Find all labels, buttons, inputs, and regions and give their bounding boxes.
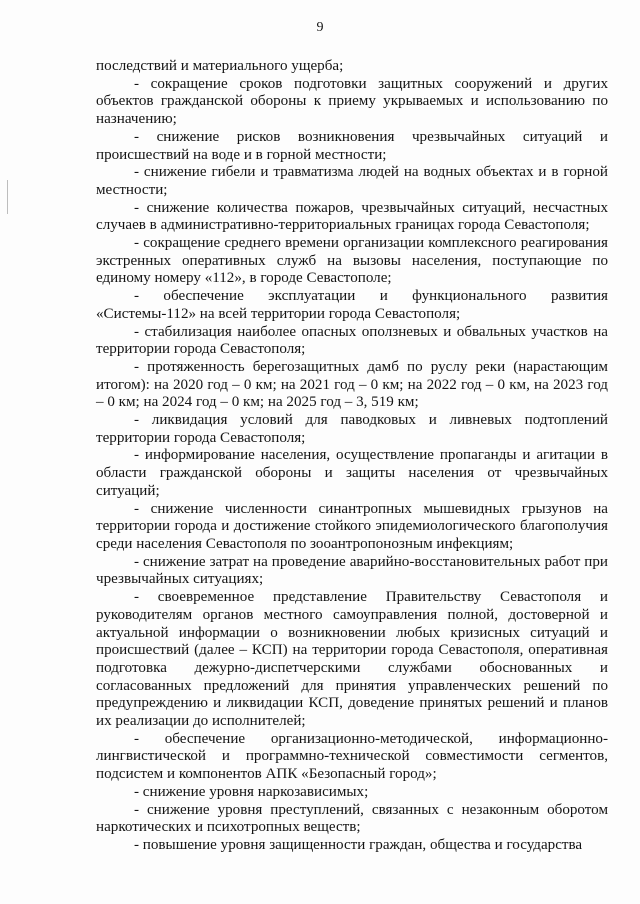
list-item-paragraph: - повышение уровня защищенности граждан, общества и государства bbox=[134, 836, 583, 853]
document-body bbox=[96, 58, 608, 855]
list-item-paragraph: - протяженность берегозащитных дамб по руслу реки (нарастающим итогом): на 2020 год – 0 км; на 2021 год – 0 км; на 2022 год – 0 км, на 2023 год – 0 км; на 2024 год – 0 км; на 2025 год – 3, 519 км; bbox=[96, 358, 608, 411]
list-item-paragraph: - сокращение среднего времени организации комплексного реагирования экстренных оперативных служб на вызовы населения, поступающие по единому номеру «112», в городе Севастополе; bbox=[96, 235, 608, 287]
list-item-paragraph: - снижение уровня наркозависимых; bbox=[134, 783, 369, 800]
list-item-paragraph: - снижение рисков возникновения чрезвычайных ситуаций и происшествий на воде и в горной местности; bbox=[96, 128, 608, 163]
list-item-paragraph: - стабилизация наиболее опасных оползневых и обвальных участков на территории города Севастополя; bbox=[96, 323, 608, 358]
list-item-paragraph: - обеспечение организационно-методической, информационно-лингвистической и программно-технической совместимости сегментов, подсистем и компонентов АПК «Безопасный город»; bbox=[96, 730, 608, 783]
list-item-paragraph: - сокращение сроков подготовки защитных сооружений и других объектов гражданской обороны к приему укрываемых и использованию по назначению; bbox=[96, 75, 608, 128]
list-item-paragraph: - ликвидация условий для паводковых и ливневых подтоплений территории города Севастополя; bbox=[96, 412, 608, 446]
list-item-paragraph: - обеспечение эксплуатации и функционального развития «Системы-112» на всей территории города Севастополя; bbox=[96, 288, 608, 322]
list-item-paragraph: - информирование населения, осуществление пропаганды и агитации в области гражданской обороны и защиты населения от чрезвычайных ситуаций; bbox=[96, 447, 608, 499]
margin-scan-mark bbox=[7, 180, 8, 214]
page-number: 9 bbox=[316, 20, 324, 35]
list-item-paragraph: - своевременное представление Правительству Севастополя и руководителям органов местного самоуправления полной, достоверной и актуальной информации о возникновении любых кризисных ситуаций и происшествий (далее – КСП) на территории города Севастополя, оперативная подготовка дежурно-диспетчерскими службами обоснованных и согласованных предложений для принятия управленческих решений по предупреждению и ликвидации КСП, доведение принятых решений и планов их реализации до исполнителей; bbox=[96, 589, 608, 730]
paragraph-continuation: последствий и материального ущерба; bbox=[96, 58, 344, 74]
list-item-paragraph: - снижение количества пожаров, чрезвычайных ситуаций, несчастных случаев в административно-территориальных границах города Севастополя; bbox=[96, 199, 608, 234]
list-item-paragraph: - снижение гибели и травматизма людей на водных объектах и в горной местности; bbox=[96, 164, 608, 198]
list-item-paragraph: - снижение затрат на проведение аварийно-восстановительных работ при чрезвычайных ситуациях; bbox=[96, 553, 608, 588]
list-item-paragraph: - снижение численности синантропных мышевидных грызунов на территории города и достижение стойкого эпидемиологического благополучия среди населения Севастополя по зооантропонозным инфекциям; bbox=[96, 500, 608, 552]
list-item-paragraph: - снижение уровня преступлений, связанных с незаконным оборотом наркотических и психотропных веществ; bbox=[96, 801, 608, 836]
